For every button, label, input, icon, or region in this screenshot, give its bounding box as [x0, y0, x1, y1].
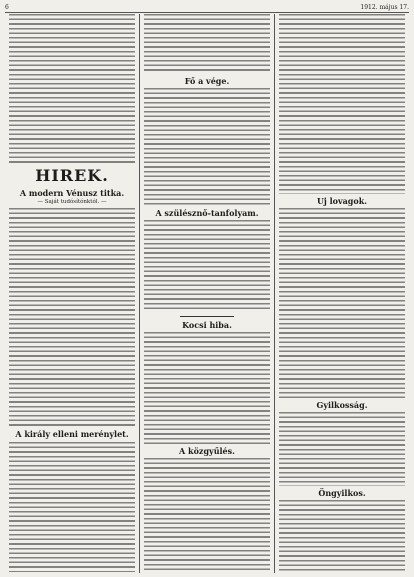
article-title: A király elleni merénylet.	[15, 429, 129, 439]
columns	[5, 14, 409, 573]
page-header	[5, 3, 409, 13]
article-title: Uj lovagok.	[316, 196, 368, 206]
text-block	[9, 208, 135, 426]
text-block	[144, 220, 270, 312]
text-block	[279, 500, 405, 572]
article-title: A közgyűlés.	[179, 446, 235, 456]
text-block	[279, 412, 405, 486]
divider	[180, 316, 234, 317]
article-title: Öngyilkos.	[318, 488, 366, 498]
article-title: A modern Vénusz titka.	[19, 188, 125, 198]
text-block	[144, 458, 270, 572]
section-heading: HIREK.	[35, 166, 109, 185]
issue-date: 1912. május 17.	[360, 4, 409, 11]
text-block	[144, 332, 270, 444]
text-block	[144, 14, 270, 74]
article-title: Fő a vége.	[184, 76, 230, 86]
page-number: 6	[5, 4, 9, 11]
text-block	[9, 442, 135, 572]
text-block	[279, 14, 405, 194]
text-block	[9, 14, 135, 164]
article-title: A szülésznő-tanfolyam.	[155, 208, 259, 218]
text-block	[279, 208, 405, 398]
article-title: Gyilkosság.	[316, 400, 368, 410]
text-block	[144, 88, 270, 206]
article-title: Kocsi hiba.	[182, 320, 232, 330]
column-2	[139, 14, 274, 573]
article-subtitle: — Saját tudósítónktól. —	[37, 199, 107, 205]
column-3	[274, 14, 409, 573]
column-1	[5, 14, 139, 573]
